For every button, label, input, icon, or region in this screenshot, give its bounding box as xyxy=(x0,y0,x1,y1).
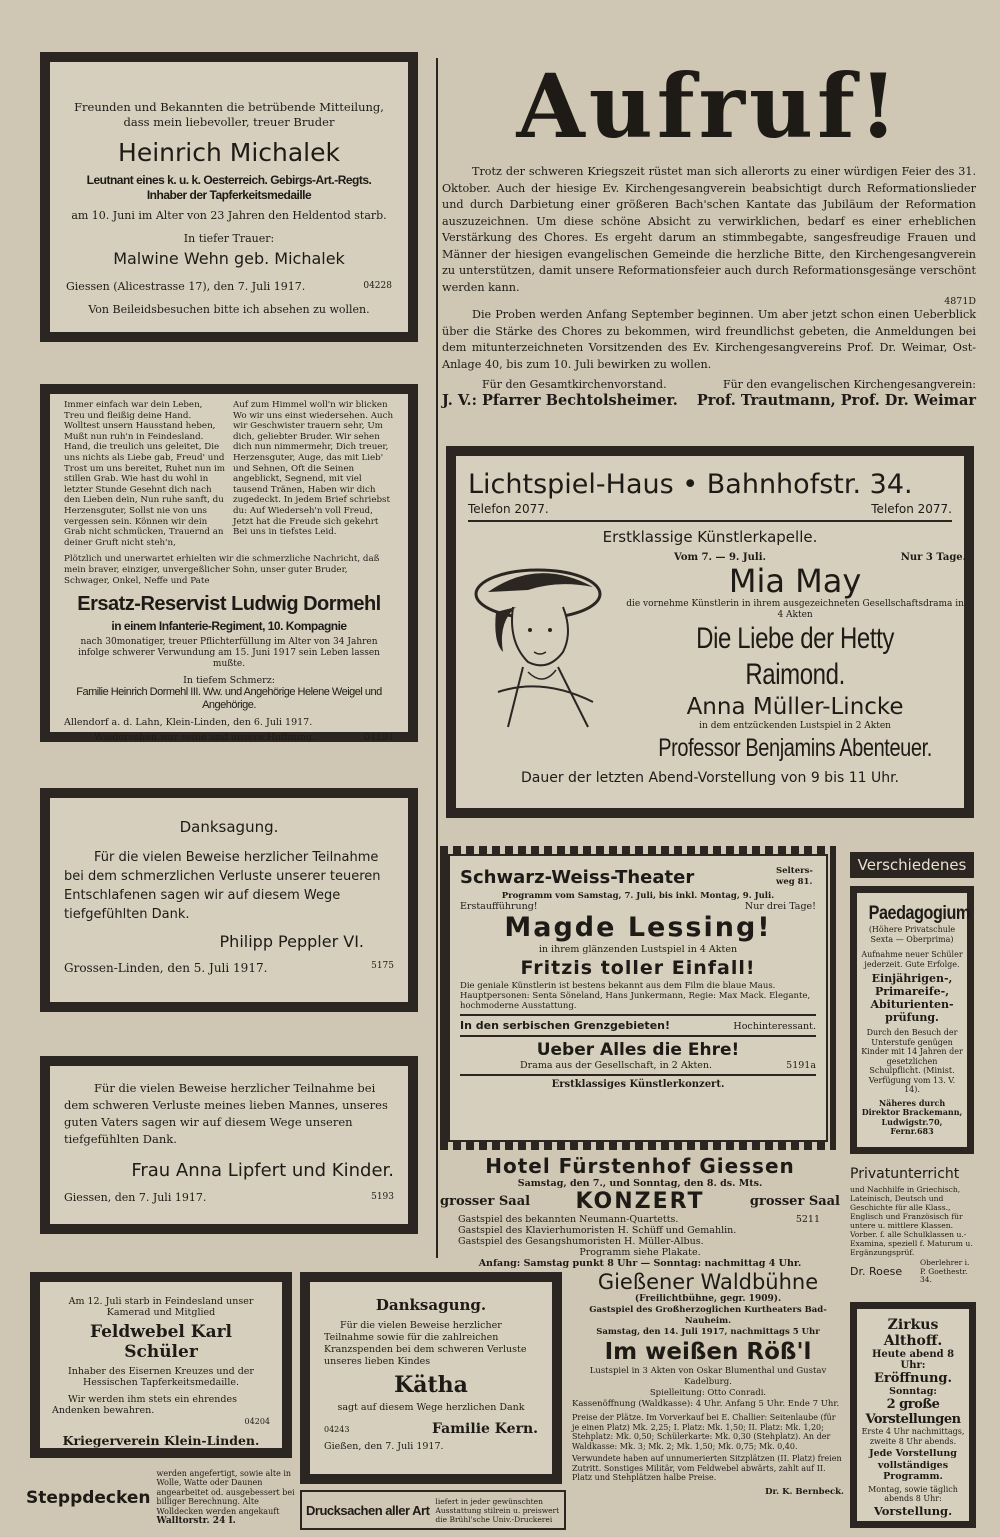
steppdecken-address: Walltorstr. 24 I. xyxy=(156,1516,236,1527)
fuerstenhof-hall-left: grosser Saal xyxy=(440,1194,531,1209)
schwarzweiss-days: Nur drei Tage! xyxy=(744,901,816,912)
waldbuehne-prices: Preise der Plätze. Im Vorverkauf bei E. Challier: Seitenlaube (für je einen Platz) Mk. 2,25; I. Platz: Mk. 1,50; II. Platz: Mk. 1,20; Stehplatz: Mk. 0,50; Schülerkarte: Mk. 0,30 (Stehplatz). An der Waldkasse: Mk. 3; Mk. 2; Mk. 1,50; Mk. 0,75; Mk. 0,40. xyxy=(572,1413,836,1451)
thanks-notice-kaetha xyxy=(300,1272,562,1484)
aufruf-code: 4871D xyxy=(944,296,976,307)
notice-family: Familie Kern. xyxy=(432,1421,538,1437)
schwarzweiss-desc: Die geniale Künstlerin ist bestens bekannt aus dem Film die blaue Maus. Hauptpersonen: Senta Söneland, Hans Junkermann, Regie: Max Mack. Elegante, hochmoderne Ausstattung. xyxy=(460,981,811,1011)
lichtspiel-phone-right: Telefon 2077. xyxy=(871,502,952,516)
notice-intro: Plötzlich und unerwartet erhielten wir die schmerzliche Nachricht, daß mein braver, einziger, unvergeßlicher Sohn, unser guter Bruder, Schwager, Onkel, Neffe und Pate xyxy=(64,554,380,587)
zirkus-monday: Montag, sowie täglich abends 8 Uhr: xyxy=(868,1484,958,1503)
schwarzweiss-film: Fritzis toller Einfall! xyxy=(520,957,756,979)
paedagogium-admission: Aufnahme neuer Schüler jederzeit. Gute Erfolge. xyxy=(861,950,963,969)
waldbuehne-wounded: Verwundete haben auf unnumerierten Sitzplätzen (II. Platz) freien Zutritt. Sonstiges Militär, vom Feldwebel abwärts, zahlt auf II. Platz und Stehplätzen halbe Preise. xyxy=(572,1454,842,1482)
notice-code: 04204 xyxy=(244,1417,270,1426)
waldbuehne-title: Gießener Waldbühne xyxy=(597,1270,819,1294)
schwarzweiss-first: Erstaufführung! xyxy=(460,901,538,912)
zirkus-show: Vorstellung. xyxy=(873,1503,953,1518)
schwarzweiss-footer: Erstklassiges Künstlerkonzert. xyxy=(551,1079,725,1090)
fuerstenhof-konzert-row xyxy=(440,1189,840,1214)
lichtspiel-days: Nur 3 Tage. xyxy=(900,552,967,563)
privatunterricht-ad xyxy=(850,1166,976,1288)
notice-body: Für die vielen Beweise herzlicher Teilnahme sowie für die zahlreichen Kranzspenden bei dem schweren Verluste unseres lieben Kindes xyxy=(324,1320,527,1367)
fuerstenhof-hall-right: grosser Saal xyxy=(749,1194,840,1209)
notice-place-date: Giessen, den 7. Juli 1917. xyxy=(64,1191,207,1204)
zirkus-opening: Eröffnung. xyxy=(873,1371,953,1386)
waldbuehne-play: Im weißen Röß'l xyxy=(604,1339,812,1365)
notice-code: 5175 xyxy=(371,961,394,971)
lichtspiel-program xyxy=(618,552,966,764)
paedagogium-exams: Einjährigen-, Primareife-, Abiturienten-prüfung. xyxy=(870,972,954,1024)
schwarzweiss-film3-row xyxy=(460,1060,816,1071)
column-divider xyxy=(436,58,438,1258)
schwarzweiss-star: Magde Lessing! xyxy=(504,912,772,943)
schwarzweiss-title: Schwarz-Weiss-Theater xyxy=(460,866,695,888)
schwarzweiss-film3: Ueber Alles die Ehre! xyxy=(536,1040,740,1060)
aufruf-notice xyxy=(442,54,976,432)
notice-name: Philipp Peppler VI. xyxy=(219,932,364,951)
schwarzweiss-header xyxy=(460,866,816,888)
notice-closing: Wiedersehen war seine und unsere Hoffnung. xyxy=(94,732,315,744)
schwarzweiss-inner xyxy=(448,854,828,1142)
death-notice-michalek xyxy=(40,52,418,342)
aufruf-sig-right-label: Für den evangelischen Kirchengesangverein: xyxy=(722,378,976,391)
fuerstenhof-code: 5211 xyxy=(795,1214,820,1225)
fuerstenhof-start: Anfang: Samstag punkt 8 Uhr — Sonntag: nachmittag 4 Uhr. xyxy=(478,1258,802,1269)
waldbuehne-signature: Dr. K. Bernbeck. xyxy=(765,1486,844,1497)
notice-body: Für die vielen Beweise herzlicher Teilnahme bei dem schmerzlichen Verluste unserer teueren Entschlafenen sagen wir auf diesem Wege tiefgefühlten Dank. xyxy=(64,850,381,922)
notice-family-row xyxy=(324,1421,538,1437)
drucksachen-title: Drucksachen aller Art xyxy=(306,1502,430,1518)
notice-footer xyxy=(64,732,394,743)
lichtspiel-star-desc: die vornehme Künstlerin in ihrem ausgezeichneten Gesellschaftsdrama in 4 Akten xyxy=(626,599,964,620)
steppdecken-title: Steppdecken xyxy=(26,1488,151,1508)
notice-mourning: In tiefem Schmerz: xyxy=(183,675,275,687)
lichtspiel-film2: Professor Benjamins Abenteuer. xyxy=(658,734,932,762)
divider xyxy=(460,1074,816,1076)
privatunterricht-body: und Nachhilfe in Griechisch, Lateinisch, Deutsch und Geschichte für alle Klass., Englisch und Französisch für untere u. mittlere Klassen. Vorber. f. alle Schulklassen u.-Examina, speziell f. Maturum u. Ergänzungsprüf. xyxy=(850,1185,973,1257)
notice-place-date: Giessen (Alicestrasse 17), den 7. Juli 1917. xyxy=(66,280,306,293)
steppdecken-ad xyxy=(26,1464,296,1532)
fuerstenhof-konzert: KONZERT xyxy=(575,1189,705,1214)
portrait-illustration xyxy=(468,552,618,732)
notice-mourning: In tiefer Trauer: xyxy=(183,232,275,245)
aufruf-sig-right: Prof. Trautmann, Prof. Dr. Weimar xyxy=(696,392,976,409)
notice-note: Von Beileidsbesuchen bitte ich absehen zu wollen. xyxy=(88,303,370,316)
notice-mourner: Malwine Wehn geb. Michalek xyxy=(113,249,345,268)
privatunterricht-sig xyxy=(850,1259,976,1285)
aufruf-sig-left-label: Für den Gesamtkirchenvorstand. xyxy=(482,378,667,391)
waldbuehne-sub: (Freilichtbühne, gegr. 1909). xyxy=(634,1294,782,1304)
aufruf-signatures xyxy=(442,392,976,409)
schwarzweiss-program: Programm vom Samstag, 7. Juli, bis inkl. Montag, 9. Juli. xyxy=(501,891,775,901)
zirkus-sunday: Sonntag: xyxy=(889,1386,937,1397)
notice-name: Ersatz-Reservist Ludwig Dormehl xyxy=(77,593,381,616)
notice-code: 04191 xyxy=(363,732,394,744)
notice-name: Kätha xyxy=(394,1372,468,1398)
poem xyxy=(64,400,394,548)
paedagogium-title: Paedagogium xyxy=(868,903,970,924)
lichtspiel-film1: Die Liebe der Hetty Raimond. xyxy=(696,622,895,691)
schwarzweiss-notes xyxy=(460,901,816,912)
zirkus-times: Erste 4 Uhr nachmittags, zweite 8 Uhr abends. xyxy=(861,1427,965,1446)
steppdecken-text xyxy=(157,1469,297,1528)
paedagogium-desc: Durch den Besuch der Unterstufe genügen Kinder mit 14 Jahren der gesetzlichen Schulpflicht. (Minist. Verfügung vom 13. V. 14). xyxy=(861,1028,963,1094)
lichtspiel-body xyxy=(468,552,967,764)
privatunterricht-address: Oberlehrer i. P. Goethestr. 34. xyxy=(920,1258,970,1284)
zirkus-title: Zirkus Althoff. xyxy=(883,1317,943,1349)
aufruf-sig-labels xyxy=(442,378,976,391)
paedagogium-contact: Näheres durch Direktor Brackemann, Ludwigstr.70, Fernr.683 xyxy=(861,1097,963,1136)
notice-regiment: in einem Infanterie-Regiment, 10. Kompagnie xyxy=(111,619,347,634)
waldbuehne-guest: Gastspiel des Großherzoglichen Kurtheaters Bad-Nauheim. xyxy=(589,1305,827,1326)
notice-rank: Leutnant eines k. u. k. Oesterreich. Gebirgs-Art.-Regts. Inhaber der Tapferkeitsmedaille xyxy=(86,173,372,202)
thanks-notice-lipfert xyxy=(40,1056,418,1234)
divider xyxy=(460,1035,816,1037)
schwarzweiss-film2: In den serbischen Grenzgebieten! xyxy=(460,1019,670,1032)
notice-club: Kriegerverein Klein-Linden. xyxy=(62,1433,260,1448)
privatunterricht-name: Dr. Roese xyxy=(850,1265,903,1279)
fuerstenhof-ad xyxy=(440,1154,840,1269)
fuerstenhof-dates: Samstag, den 7., und Sonntag, den 8. ds. Mts. xyxy=(517,1178,763,1189)
drucksachen-ad xyxy=(300,1490,566,1530)
steppdecken-body: werden angefertigt, sowie alte in Wolle, Watte oder Daunen angearbeitet od. ausgebessert bei billiger Berechnung. Alte Wolldecken werden angekauft xyxy=(156,1468,295,1516)
waldbuehne-director: Spielleitung: Otto Conradi. xyxy=(649,1388,767,1398)
divider xyxy=(468,520,952,522)
fuerstenhof-line2: Gastspiel des Klavierhumoristen H. Schüff und Gemahlin. xyxy=(458,1225,737,1236)
lichtspiel-star2-desc: in dem entzückenden Lustspiel in 2 Akten xyxy=(699,721,891,731)
notice-title: Danksagung. xyxy=(179,818,279,836)
notice-body: Für die vielen Beweise herzlicher Teilnahme bei dem schweren Verluste meines lieben Mannes, unseres guten Vaters sagen wir auf diesem Wege unseren tiefgefühlten Dank. xyxy=(64,1081,388,1146)
schwarzweiss-film2-row xyxy=(460,1019,816,1032)
notice-title: Danksagung. xyxy=(375,1296,487,1314)
lichtspiel-phones xyxy=(468,502,952,516)
zirkus-ad xyxy=(850,1302,976,1528)
death-notice-dormehl xyxy=(40,384,418,742)
aufruf-body2: Die Proben werden Anfang September beginnen. Um aber jetzt schon einen Ueberblick über die Stärke des Chores zu bekommen, wird freundlichst gebeten, die Anmeldungen bei dem mitunterzeichneten Vorsitzenden des Ev. Kirchengesangvereins Prof. Dr. Weimar, Ost-Anlage 40, bis zum 10. Juli bewirken zu wollen. xyxy=(442,308,976,371)
aufruf-body: Trotz der schweren Kriegszeit rüstet man sich allerorts zu einer würdigen Feier des 31. Oktober. Auch der hiesige Ev. Kirchengesangverein beabsichtigt durch Reformationslieder und durch Darbietung einer größeren Bach'schen Kantate das Jubiläum der Reformation auszuzeichnen. Um diese schöne Absicht zu verwirklichen, bedarf es einer erheblichen Verstärkung des Chores. Es ergeht darum an stimmbegabte, sangesfreudige Frauen und Männer der hiesigen evangelischen Gemeinde die herzliche Bitte, den Kirchengesangverein zu unterstützen, damit unsere Reformationsfeier auch durch Reformationsgesänge verschönt werden kann. xyxy=(442,165,976,294)
notice-name: Feldwebel Karl Schüler xyxy=(89,1322,233,1362)
notice-desc: Inhaber des Eisernen Kreuzes und der Hessischen Tapferkeitsmedaille. xyxy=(68,1366,254,1388)
lichtspiel-dates: Vom 7. — 9. Juli. xyxy=(674,552,766,563)
schwarzweiss-code: 5191a xyxy=(786,1060,816,1071)
death-notice-schueler xyxy=(30,1272,292,1458)
paedagogium-sub: (Höhere Privatschule Sexta — Oberprima) xyxy=(868,925,956,944)
notice-memory: Wir werden ihm stets ein ehrendes Andenken bewahren. xyxy=(52,1394,237,1416)
waldbuehne-times: Kassenöffnung (Waldkasse): 4 Uhr. Anfang 5 Uhr. Ende 7 Uhr. xyxy=(572,1399,840,1409)
notice-death: am 10. Juni im Alter von 23 Jahren den Heldentod starb. xyxy=(71,209,387,222)
waldbuehne-authors: Lustspiel in 3 Akten von Oskar Blumenthal und Gustav Kadelburg. xyxy=(589,1366,827,1387)
notice-place-date: Grossen-Linden, den 5. Juli 1917. xyxy=(64,961,268,975)
notice-intro: Am 12. Juli starb in Feindesland unser Kamerad und Mitglied xyxy=(68,1296,254,1318)
zirkus-shows: 2 große Vorstellungen xyxy=(865,1397,961,1427)
paedagogium-ad xyxy=(850,886,974,1154)
lichtspiel-star: Mia May xyxy=(728,562,862,600)
notice-intro: Freunden und Bekannten die betrübende Mitteilung, dass mein liebevoller, treuer Bruder xyxy=(74,100,384,129)
divider xyxy=(460,1014,816,1016)
zirkus-today: Heute abend 8 Uhr: xyxy=(871,1349,955,1371)
verschiedenes-header: Verschiedenes xyxy=(850,852,974,878)
notice-name: Heinrich Michalek xyxy=(118,138,340,167)
waldbuehne-date: Samstag, den 14. Juli 1917, nachmittags 5 Uhr xyxy=(596,1327,820,1337)
notice-footer xyxy=(66,280,392,293)
notice-place-date: Gießen, den 7. Juli 1917. xyxy=(324,1441,444,1452)
lichtspiel-ad xyxy=(446,446,974,818)
notice-code: 5193 xyxy=(371,1192,394,1202)
notice-death: nach 30monatiger, treuer Pflichterfüllung im Alter von 34 Jahren infolge schwerer Verwundung am 15. Juni 1917 sein Leben lassen mußte. xyxy=(78,637,380,670)
schwarzweiss-film3-desc: Drama aus der Gesellschaft, in 2 Akten. xyxy=(520,1060,713,1071)
waldbuehne-ad xyxy=(572,1270,844,1532)
fuerstenhof-title: Hotel Fürstenhof Giessen xyxy=(485,1154,795,1178)
schwarzweiss-address: Selters-weg 81. xyxy=(776,866,813,887)
notice-thanks: sagt auf diesem Wege herzlichen Dank xyxy=(337,1402,525,1413)
lichtspiel-title: Lichtspiel-Haus • Bahnhofstr. 34. xyxy=(468,469,913,500)
schwarzweiss-ad xyxy=(440,846,836,1150)
drucksachen-body: liefert in jeder gewünschten Ausstattung stilrein u. preiswert die Brühl'sche Univ.-Druckerei xyxy=(435,1496,560,1524)
poem-left: Immer einfach war dein Leben, Treu und fleißig deine Hand. Wolltest unsern Hausstand heben, Mußt nun ruh'n in Feindesland. Hand, die treulich uns geleitet, Die uns nichts als Liebe gab, Freud' und Trost um uns bereitet, Ruhet nun im stillen Grab. Wie hast du wohl in letzter Stunde Gesehnt dich nach den Lieben dein, Nun ruhe sanft, du Herzensguter, Sollst nie von uns vergessen sein. Können wir dein Grab nicht schmücken, Trauernd an deiner Gruft nicht steh'n, xyxy=(64,400,226,548)
schwarzweiss-star-desc: in ihrem glänzenden Lustspiel in 4 Akten xyxy=(538,944,738,955)
privatunterricht-title: Privatunterricht xyxy=(850,1166,960,1182)
lichtspiel-star2: Anna Müller-Lincke xyxy=(686,694,904,720)
notice-footer xyxy=(64,961,394,975)
zirkus-program: Jede Vorstellung vollständiges Programm. xyxy=(869,1448,957,1482)
lichtspiel-phone-left: Telefon 2077. xyxy=(468,502,549,516)
notice-footer xyxy=(64,1191,394,1204)
fuerstenhof-line4: Programm siehe Plakate. xyxy=(579,1247,701,1258)
notice-place-date: Allendorf a. d. Lahn, Klein-Linden, den 6. Juli 1917. xyxy=(64,717,313,729)
notice-code: 04228 xyxy=(363,281,392,291)
schwarzweiss-film2-note: Hochinteressant. xyxy=(733,1021,816,1032)
lichtspiel-band: Erstklassige Künstlerkapelle. xyxy=(602,528,818,546)
aufruf-sig-left: J. V.: Pfarrer Bechtolsheimer. xyxy=(442,392,678,409)
notice-name: Frau Anna Lipfert und Kinder. xyxy=(131,1160,394,1181)
aufruf-title: Aufruf! xyxy=(516,54,902,158)
fuerstenhof-line3: Gastspiel des Gesangshumoristen H. Müller-Albus. xyxy=(458,1236,704,1247)
fuerstenhof-line1-row xyxy=(440,1214,840,1225)
thanks-notice-peppler xyxy=(40,788,418,1012)
poem-right: Auf zum Himmel woll'n wir blicken Wo wir uns einst wiedersehen. Auch wir Geschwister trauern sehr, Um dich, geliebter Bruder. Wir sehen dich nun nimmermehr, Dich treuer, Herzensguter, Auge, das mit Lieb' und Sehnen, Oft die Seinen angeblickt, Segnend, mit viel tausend Tränen, Haben wir dich zugedeckt. In jedem Brief schriebst du: Auf Wiederseh'n voll Freud, Jetzt hat die Freude sich gekehrt Bei uns in tiefstes Leid. xyxy=(233,400,394,538)
notice-code: 04243 xyxy=(324,1424,350,1434)
notice-family: Familie Heinrich Dormehl III. Ww. und Angehörige Helene Weigel und Angehörige. xyxy=(76,686,382,712)
fuerstenhof-line1: Gastspiel des bekannten Neumann-Quartetts. xyxy=(458,1214,679,1225)
lichtspiel-footer: Dauer der letzten Abend-Vorstellung von 9 bis 11 Uhr. xyxy=(520,770,900,786)
